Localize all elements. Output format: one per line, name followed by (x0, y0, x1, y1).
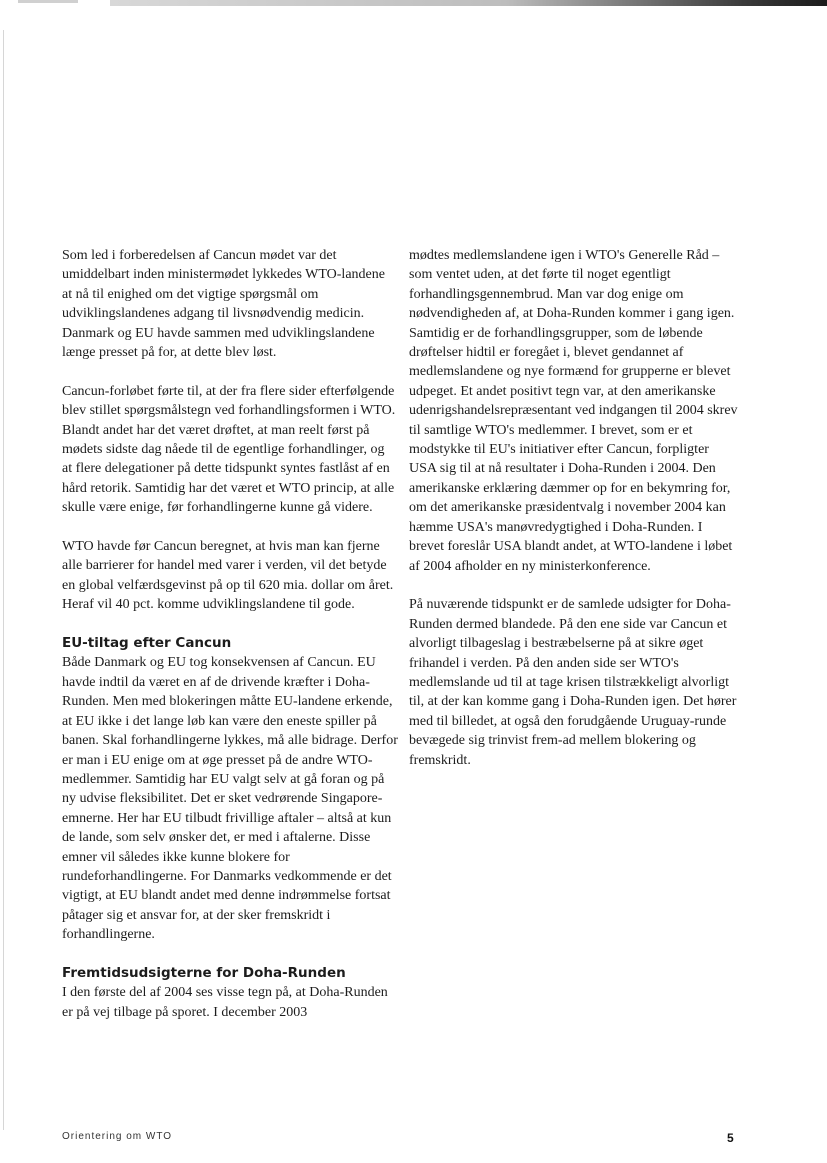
paragraph: Som led i forberedelsen af Cancun mødet var det umiddelbart inden ministermødet lykkedes WTO-landene at nå til enighed om det vigtige spørgsmål om udviklingslandenes adgang til livsnødvendig medicin. Danmark og EU havde sammen med udviklingslandene længe presset på for, at dette blev løst. (62, 248, 385, 361)
section-heading: EU-tiltag efter Cancun (62, 635, 232, 652)
paragraph: I den første del af 2004 ses visse tegn på, at Doha-Runden er på vej tilbage på sporet. I december 2003 (62, 985, 388, 1020)
scan-edge-line (3, 30, 4, 1130)
section-heading: Fremtidsudsigterne for Doha-Runden (62, 964, 346, 981)
paragraph: Cancun-forløbet førte til, at der fra flere sider efterfølgende blev stillet spørgsmålstegn ved forhandlingsformen i WTO. Blandt andet har det været drøftet, at man reelt først på mødets sidste dag nåede til de egentlige forhandlinger, og at flere delegationer på dette tidspunkt syntes fastlåst af en hård retorik. Samtidig har det været et WTO princip, at alle skulle være enige, før forhandlingerne kunne gå videre. (62, 383, 396, 516)
scan-top-bar (110, 0, 827, 6)
paragraph: mødtes medlemslandene igen i WTO's Generelle Råd – som ventet uden, at det førte til noget egentligt forhandlingsgennembrud. Man var dog enige om nødvendigheden af, at Doha-Runden kommer i gang igen. Samtidig er de forhandlingsgrupper, som de løbende drøftelser hidtil er foregået i, blevet gendannet af medlemslandene og nye formænd for grupperne er blevet udpeget. Et andet positivt tegn var, at den amerikanske udenrigshandelsrepræsentant ved indgangen til 2004 skrev til samtlige WTO's medlemmer. I brevet, som er et modstykke til EU's initiativer efter Cancun, forpligter USA sig til at nå resultater i Doha-Runden i 2004. Den amerikanske erklæring dæmmer op for en bekymring for, om det amerikanske præsidentvalg i november 2004 kan hæmme USA's manøvredygtighed i Doha-Runden. I brevet foreslår USA blandt andet, at WTO-landene i løbet af 2004 afholder en ny ministerkonference. (409, 248, 738, 574)
right-column (409, 246, 739, 789)
paragraph: WTO havde før Cancun beregnet, at hvis man kan fjerne alle barrierer for handel med varer i verden, vil det betyde en global velfærdsgevinst på op til 620 mia. dollar om året. Heraf vil 40 pct. komme udviklingslandene til gode. (62, 539, 394, 613)
scan-top-mark (18, 0, 78, 3)
paragraph: På nuværende tidspunkt er de samlede udsigter for Doha-Runden dermed blandede. På den ene side var Cancun et alvorligt tilbageslag i bestræbelserne på at sikre øget frihandel i verden. På den anden side ser WTO's medlemslande ud til at tage krisen tilstrækkeligt alvorligt til, at der kan komme gang i Doha-Runden igen. Det hører med til billedet, at også den forudgående Uruguay-runde bevægede sig trinvist frem-ad mellem blokering og fremskridt. (409, 597, 737, 768)
paragraph: Både Danmark og EU tog konsekvensen af Cancun. EU havde indtil da været en af de drivende kræfter i Doha-Runden. Men med blokeringen måtte EU-landene erkende, at EU ikke i det lange løb kan være den eneste spiller på banen. Skal forhandlingerne lykkes, må alle bidrage. Derfor er man i EU enige om at øge presset på de andre WTO-medlemmer. Samtidig har EU valgt selv at gå foran og på ny udvise fleksibilitet. Det er sket vedrørende Singapore-emnerne. Her har EU tilbudt frivillige aftaler – altså at kun de lande, som selv ønsker det, er med i aftalerne. Disse emner vil således ikke kunne blokere for rundeforhandlingerne. For Danmarks vedkommende er det vigtigt, at EU blandt andet med denne indrømmelse fortsat påtager sig et ansvar for, at der sker fremskridt i forhandlingerne. (62, 655, 398, 943)
page-number: 5 (727, 1131, 734, 1145)
running-footer-title: Orientering om WTO (62, 1131, 173, 1142)
left-column (62, 246, 398, 1042)
